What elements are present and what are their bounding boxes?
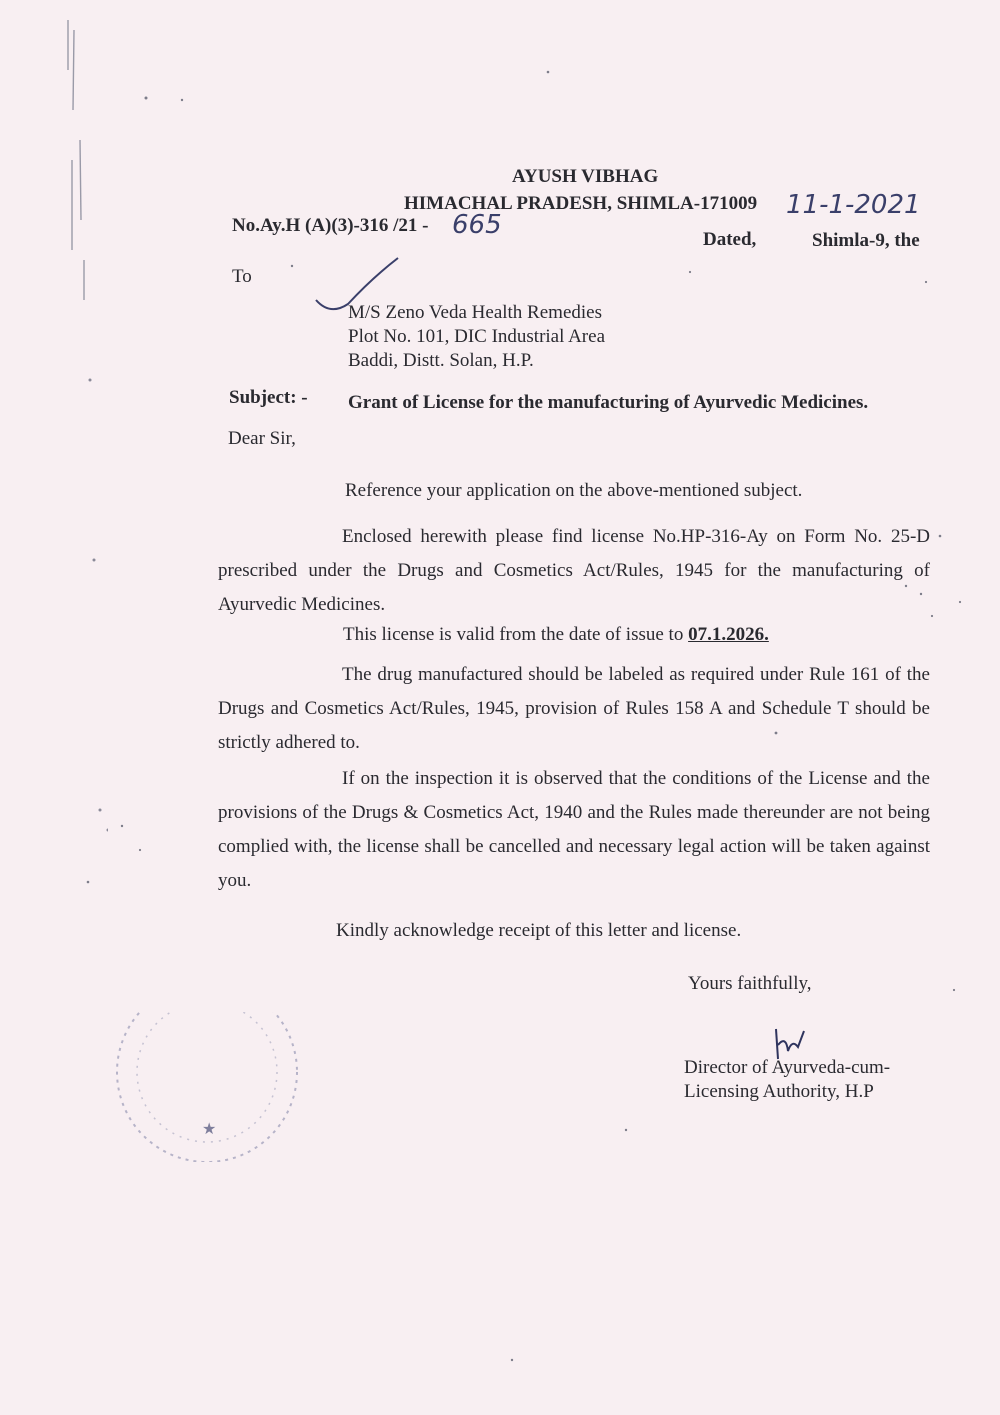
- dated-label: Dated,: [703, 229, 757, 250]
- subject-text: Grant of License for the manufacturing of Ayurvedic Medicines.: [348, 392, 869, 413]
- designation-line: Director of Ayurveda-cum-: [684, 1057, 891, 1078]
- subject-label: Subject: -: [229, 387, 308, 408]
- place-label: Shimla-9, the: [812, 230, 920, 251]
- paragraph-enclosure: Enclosed herewith please find license No.HP-316-Ay on Form No. 25-D prescribed under the Drugs and Cosmetics Act/Rules, 1945 for the manufacturing of Ayurvedic Medicines.: [218, 526, 930, 615]
- to-label: To: [232, 266, 252, 287]
- paragraph-validity: This license is valid from the date of issue to 07.1.2026.: [343, 624, 769, 645]
- svg-text:★: ★: [202, 1119, 217, 1138]
- recipient-line: Baddi, Distt. Solan, H.P.: [348, 350, 534, 371]
- paragraph-acknowledge: Kindly acknowledge receipt of this letter and license.: [336, 920, 742, 941]
- salutation: Dear Sir,: [228, 428, 296, 449]
- validity-date: 07.1.2026.: [688, 624, 769, 645]
- paragraph-inspection: If on the inspection it is observed that the conditions of the License and the provisions of the Drugs & Cosmetics Act, 1940 and the Rules made thereunder are not being complied with, the license shall be cancelled and necessary legal action will be taken against you.: [218, 768, 930, 891]
- handwritten-date: 11-1-2021: [786, 190, 921, 220]
- recipient-line: Plot No. 101, DIC Industrial Area: [348, 326, 606, 347]
- handwritten-reference: 665: [452, 210, 502, 240]
- valediction: Yours faithfully,: [688, 973, 812, 994]
- reference-number: No.Ay.H (A)(3)-316 /21 -: [232, 215, 429, 236]
- paragraph-reference: Reference your application on the above-mentioned subject.: [345, 480, 803, 501]
- department-name: AYUSH VIBHAG: [512, 166, 659, 187]
- paragraph-labeling: The drug manufactured should be labeled as required under Rule 161 of the Drugs and Cosmetics Act/Rules, 1945, provision of Rules 158 A and Schedule T should be strictly adhered to.: [218, 664, 930, 753]
- department-address: HIMACHAL PRADESH, SHIMLA-171009: [404, 193, 758, 214]
- designation-line: Licensing Authority, H.P: [684, 1081, 874, 1102]
- recipient-line: M/S Zeno Veda Health Remedies: [348, 302, 602, 323]
